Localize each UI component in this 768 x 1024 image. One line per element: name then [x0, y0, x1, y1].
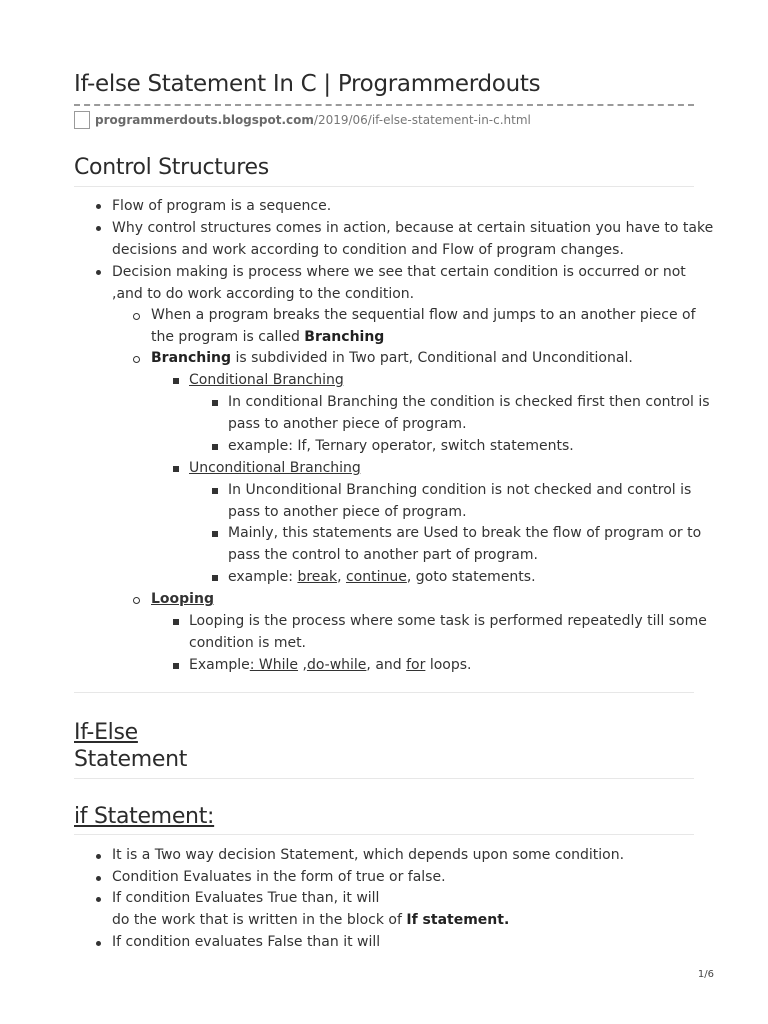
bullet-circle	[133, 313, 140, 320]
continue-link[interactable]: continue	[345, 569, 407, 585]
do-while-link[interactable]: do-while	[306, 657, 367, 673]
list-item-cont: pass to another piece of program.	[228, 504, 467, 520]
list-item-cont: pass the control to another part of program.	[228, 547, 538, 563]
heading-rule	[74, 186, 694, 187]
list-item: Why control structures comes in action, because at certain situation you have to take	[112, 220, 714, 236]
bullet-circle	[133, 597, 140, 604]
list-item: example: break, continue, goto statements.	[228, 569, 536, 585]
list-item: Decision making is process where we see that certain condition is occurred or not	[112, 264, 686, 280]
list-item: Example: While ,do-while, and for loops.	[189, 657, 472, 673]
list-item: Looping is the process where some task is performed repeatedly till some	[189, 613, 707, 629]
title-divider	[74, 104, 694, 106]
heading-rule	[74, 778, 694, 779]
list-item-cont: the program is called Branching	[151, 329, 385, 345]
looping-link[interactable]: Looping	[151, 591, 214, 607]
page-number: 1/6	[697, 969, 714, 980]
bullet-disc	[96, 270, 101, 275]
source-path: /2019/06/if-else-statement-in-c.html	[313, 113, 531, 127]
bullet-square	[173, 619, 179, 625]
bullet-disc	[96, 854, 101, 859]
heading-if-else	[74, 719, 187, 773]
list-item-cont: condition is met.	[189, 635, 307, 651]
list-item: Condition Evaluates in the form of true or false.	[112, 869, 446, 885]
bullet-disc	[96, 876, 101, 881]
bullet-square	[173, 663, 179, 669]
source-url[interactable]	[74, 110, 531, 130]
list-item: In Unconditional Branching condition is not checked and control is	[228, 482, 692, 498]
bold-term: Branching	[151, 350, 232, 366]
bold-term: Branching	[304, 329, 385, 345]
conditional-branching-link[interactable]: Conditional Branching	[189, 372, 344, 388]
page-title: If-else Statement In C | Programmerdouts	[74, 71, 541, 97]
list-item: Branching is subdivided in Two part, Conditional and Unconditional.	[151, 350, 633, 366]
bullet-square	[212, 575, 218, 581]
bullet-square	[212, 400, 218, 406]
list-item: If condition evaluates False than it will	[112, 934, 381, 950]
list-item-cont: do the work that is written in the block of If statement.	[112, 912, 510, 928]
bullet-disc	[96, 204, 101, 209]
list-item-cont: decisions and work according to condition and Flow of program changes.	[112, 242, 624, 258]
list-item-cont: ,and to do work according to the condition.	[112, 286, 415, 302]
section-rule	[74, 692, 694, 693]
heading-if-statement: if Statement:	[74, 804, 215, 829]
break-link[interactable]: break	[297, 569, 338, 585]
heading-if-else-line1: If-Else	[74, 720, 138, 745]
bullet-square	[173, 466, 179, 472]
source-domain: programmerdouts.blogspot.com	[95, 113, 314, 127]
bullet-square	[212, 444, 218, 450]
list-item: Mainly, this statements are Used to break the flow of program or to	[228, 525, 702, 541]
list-item: If condition Evaluates True than, it will	[112, 890, 380, 906]
list-item: When a program breaks the sequential flow and jumps to an another piece of	[151, 307, 696, 323]
list-item-cont: pass to another piece of program.	[228, 416, 467, 432]
list-item: Flow of program is a sequence.	[112, 198, 332, 214]
bullet-square	[173, 378, 179, 384]
heading-rule	[74, 834, 694, 835]
list-item: In conditional Branching the condition is checked first then control is	[228, 394, 710, 410]
bullet-disc	[96, 941, 101, 946]
list-item: It is a Two way decision Statement, which depends upon some condition.	[112, 847, 625, 863]
bullet-circle	[133, 356, 140, 363]
while-link[interactable]: : While	[249, 657, 299, 673]
page-icon	[74, 111, 90, 129]
bullet-disc	[96, 226, 101, 231]
for-link[interactable]: for	[406, 657, 426, 673]
bold-term: If statement.	[406, 912, 510, 928]
bullet-disc	[96, 897, 101, 902]
list-item: example: If, Ternary operator, switch statements.	[228, 438, 574, 454]
bullet-square	[212, 488, 218, 494]
heading-if-else-line2: Statement	[74, 747, 188, 772]
unconditional-branching-link[interactable]: Unconditional Branching	[189, 460, 361, 476]
bullet-square	[212, 531, 218, 537]
heading-control-structures: Control Structures	[74, 155, 269, 180]
